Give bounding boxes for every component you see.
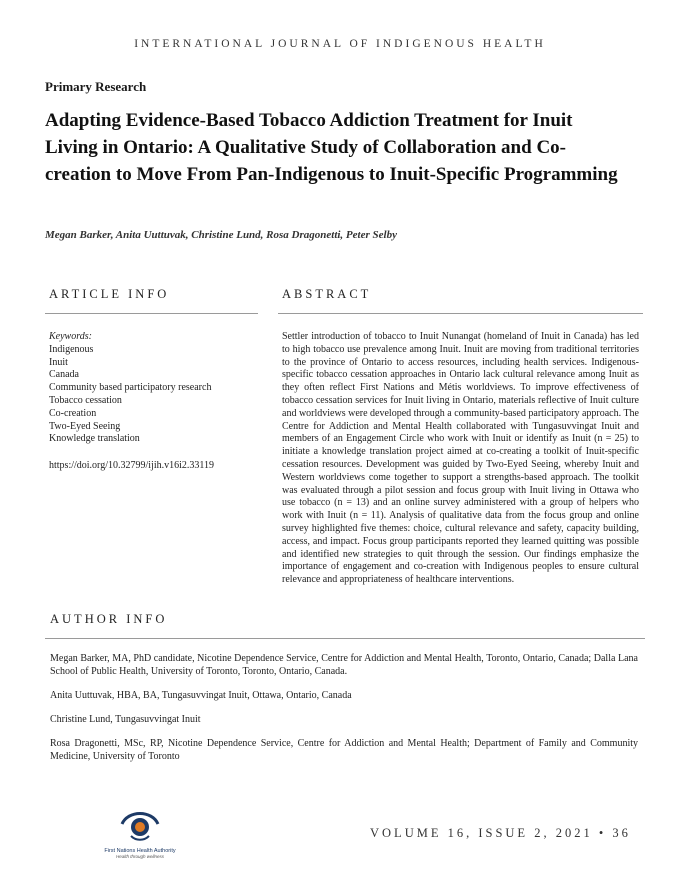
keyword: Indigenous <box>49 343 94 355</box>
journal-header: INTERNATIONAL JOURNAL OF INDIGENOUS HEALTH <box>134 38 546 50</box>
author-affiliation: Anita Uuttuvak, HBA, BA, Tungasuvvingat Inuit, Ottawa, Ontario, Canada <box>50 690 352 701</box>
keyword: Co-creation <box>49 407 97 419</box>
author-affiliation: Megan Barker, MA, PhD candidate, Nicotine Dependence Service, Centre for Addiction and Mental Health, Toronto, Ontario, Canada; Dalla Lana School of Public Health, University of Toronto, Toronto, Ontario, Canada. <box>50 653 638 677</box>
keyword: Canada <box>49 369 79 381</box>
fnha-logo-name: First Nations Health Authority <box>104 848 176 854</box>
author-info-rule <box>45 638 645 639</box>
abstract-heading: ABSTRACT <box>282 287 372 301</box>
volume-footer: VOLUME 16, ISSUE 2, 2021 • 36 <box>370 826 631 840</box>
article-title: Adapting Evidence-Based Tobacco Addiction Treatment for Inuit Living in Ontario: A Qualitative Study of Collaboration and Co-creation to Move From Pan-Indigenous to Inuit-Specific Programming <box>45 110 618 185</box>
author-list: Megan Barker, Anita Uuttuvak, Christine Lund, Rosa Dragonetti, Peter Selby <box>45 229 397 241</box>
abstract-rule <box>278 313 643 314</box>
fnha-emblem-icon <box>118 808 162 842</box>
keyword: Tobacco cessation <box>49 394 122 406</box>
keywords-label: Keywords: <box>49 331 92 342</box>
author-info-heading: AUTHOR INFO <box>50 612 168 626</box>
author-affiliation: Rosa Dragonetti, MSc, RP, Nicotine Dependence Service, Centre for Addiction and Mental Health; Department of Family and Community Medicine, University of Toronto <box>50 738 638 762</box>
keyword: Knowledge translation <box>49 433 140 445</box>
article-info-heading: ARTICLE INFO <box>49 287 170 301</box>
article-info-rule <box>45 313 258 314</box>
fnha-logo-tagline: Health through wellness <box>115 854 165 859</box>
keyword: Two-Eyed Seeing <box>49 420 121 432</box>
author-affiliation: Christine Lund, Tungasuvvingat Inuit <box>50 714 201 725</box>
abstract-text: Settler introduction of tobacco to Inuit Nunangat (homeland of Inuit in Canada) has led to high tobacco use prevalence among Inuit. Inuit are moving from traditional territories to the province of Ontario to access resources, including health services. Indigenous-specific tobacco cessation approaches in Ontario lack cultural relevance among Inuit as they often reflect First Nations and Métis worldviews. To improve effectiveness of tobacco cessation services for Inuit living in Ontario, materials reflective of Inuit culture and worldviews were developed through a community-based participatory approach. The Centre for Addiction and Mental Health collaborated with Tungasuvvingat Inuit and members of an Engagement Circle who work with Inuit or identify as Inuit (n = 25) to initiate a knowledge translation project aimed at co-creating a toolkit of Inuit-specific cessation resources. Development was guided by Two-Eyed Seeing, whereby Inuit and Western worldviews come together to support a strengths-based approach. The toolkit was evaluated through a pilot session and focus group with Inuit living in Ottawa who use tobacco (n = 13) and an online survey administered with a group of helpers who work with Inuit (n = 11). Analysis of qualitative data from the focus group and online survey highlighted five themes: choice, cultural relevance and safety, capacity building, access, and impact. Focus group participants reported they learned quitting was possible and identified new strategies to quit through the session. Our findings emphasize the importance of engagement and co-creation with Indigenous peoples to ensure cultural relevance and appropriateness of healthcare interventions. <box>282 331 639 586</box>
keyword: Community based participatory research <box>49 382 212 394</box>
doi-link[interactable]: https://doi.org/10.32799/ijih.v16i2.33119 <box>49 460 215 472</box>
keyword: Inuit <box>49 356 68 368</box>
keywords-block <box>49 331 264 473</box>
section-label: Primary Research <box>45 79 147 94</box>
fnha-logo <box>90 808 190 859</box>
